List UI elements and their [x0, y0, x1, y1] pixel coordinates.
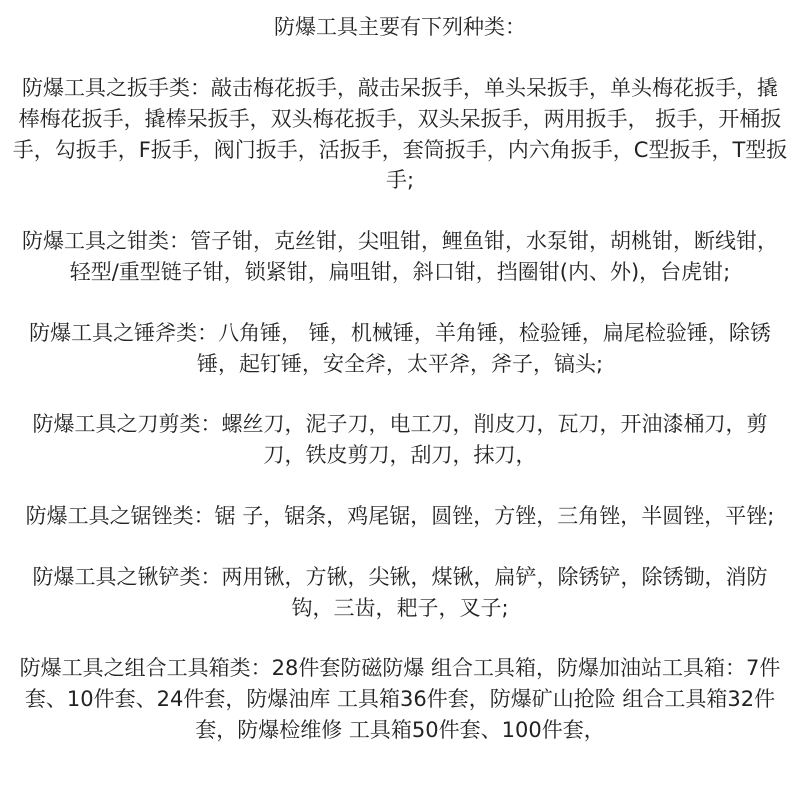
section-wrenches: 防爆工具之扳手类：敲击梅花扳手，敲击呆扳手，单头呆扳手，单头梅花扳手，撬棒梅花扳手，撬棒呆扳手，双头梅花扳手，双头呆扳手，两用扳手， 扳手，开桶扳手，勾扳手，F扳手，阀门扳手，活扳手，套筒扳手，内六角扳手，C型扳手，T型扳手; — [12, 76, 788, 193]
section-saws-files: 防爆工具之锯锉类：锯 子，锯条，鸡尾锯，圆锉，方锉，三角锉，半圆锉，平锉; — [25, 503, 775, 528]
section-pliers: 防爆工具之钳类：管子钳，克丝钳，尖咀钳，鲤鱼钳，水泵钳，胡桃钳，断线钳，轻型/重型链子钳，锁紧钳，扁咀钳，斜口钳，挡圈钳(内、外)，台虎钳; — [22, 229, 778, 284]
section-hammers-axes: 防爆工具之锤斧类：八角锤， 锤，机械锤，羊角锤，检验锤，扁尾检验锤，除锈锤，起钉锤，安全斧，太平斧，斧子，镐头; — [29, 320, 771, 376]
section-knives-scissors: 防爆工具之刀剪类：螺丝刀，泥子刀，电工刀，削皮刀，瓦刀，开油漆桶刀，剪刀，铁皮剪刀，刮刀，抹刀， — [32, 412, 768, 468]
document-title: 防爆工具主要有下列种类： — [274, 15, 526, 39]
section-tool-kits: 防爆工具之组合工具箱类：28件套防磁防爆 组合工具箱，防爆加油站工具箱：7件套、10件套、24件套，防爆油库 工具箱36件套，防爆矿山抢险 组合工具箱32件套，防爆检维修 工具箱50件套、100件套， — [19, 656, 781, 742]
section-shovels: 防爆工具之锹铲类：两用锹，方锹，尖锹，煤锹，扁铲，除锈铲，除锈锄，消防钩，三齿，耙子，叉子; — [32, 564, 768, 620]
